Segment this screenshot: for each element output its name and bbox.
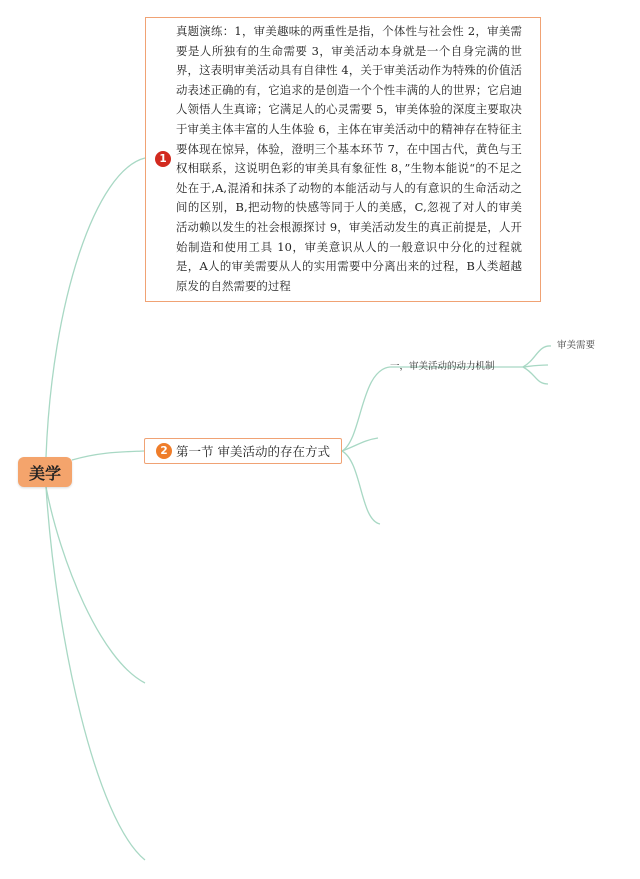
section-node-label: 第一节 审美活动的存在方式	[176, 444, 330, 459]
priority-2-badge-icon: 2	[156, 443, 172, 459]
link-root-to-section	[72, 451, 144, 460]
subtopic-node[interactable]: 一，审美活动的动力机制	[390, 361, 495, 372]
link-section-to-branch-c	[342, 451, 380, 524]
exam-practice-note-node[interactable]	[145, 17, 541, 302]
link-subtopic-to-branch-e	[523, 367, 548, 384]
link-root-to-branch-3	[46, 487, 145, 683]
section-node[interactable]	[144, 438, 342, 464]
root-node[interactable]: 美学	[18, 457, 72, 487]
link-section-to-branch-b	[342, 438, 378, 451]
link-section-to-subtopic	[342, 367, 523, 451]
link-subtopic-to-leaf	[523, 346, 551, 367]
link-root-to-note	[46, 158, 145, 457]
link-subtopic-to-branch-d	[523, 365, 548, 367]
leaf-node[interactable]: 审美需要	[557, 340, 596, 351]
priority-1-badge-icon: 1	[155, 151, 171, 167]
exam-practice-note-text: 真题演练：1，审美趣味的两重性是指，个体性与社会性 2，审美需要是人所独有的生命需要 3，审美活动本身就是一个自身完满的世界，这表明审美活动具有自律性 4，关于审美活动作为特殊的价值活动表述正确的有，它追求的是创造一个个性丰满的人的世界；它启迪人领悟人生真谛；它满足人的心灵需要 5，审美体验的深度主要取决于审美主体丰富的人生体验 6，主体在审美活动中的精神存在特征主要体现在惊异，体验，澄明三个基本环节 7，在中国古代，黄色与王权相联系，这说明色彩的审美具有象征性 8，”生物本能说“的不足之处在于,A,混淆和抹杀了动物的本能活动与人的有意识的生命活动之间的区别，B,把动物的快感等同于人的美感，C,忽视了对人的审美活动赖以发生的社会根源探讨 9，审美活动发生的真正前提是，人开始制造和使用工具 10，审美意识从人的一般意识中分化的过程就是，A人的审美需要从人的实用需要中分离出来的过程，B人类超越原发的自然需要的过程	[176, 24, 522, 293]
